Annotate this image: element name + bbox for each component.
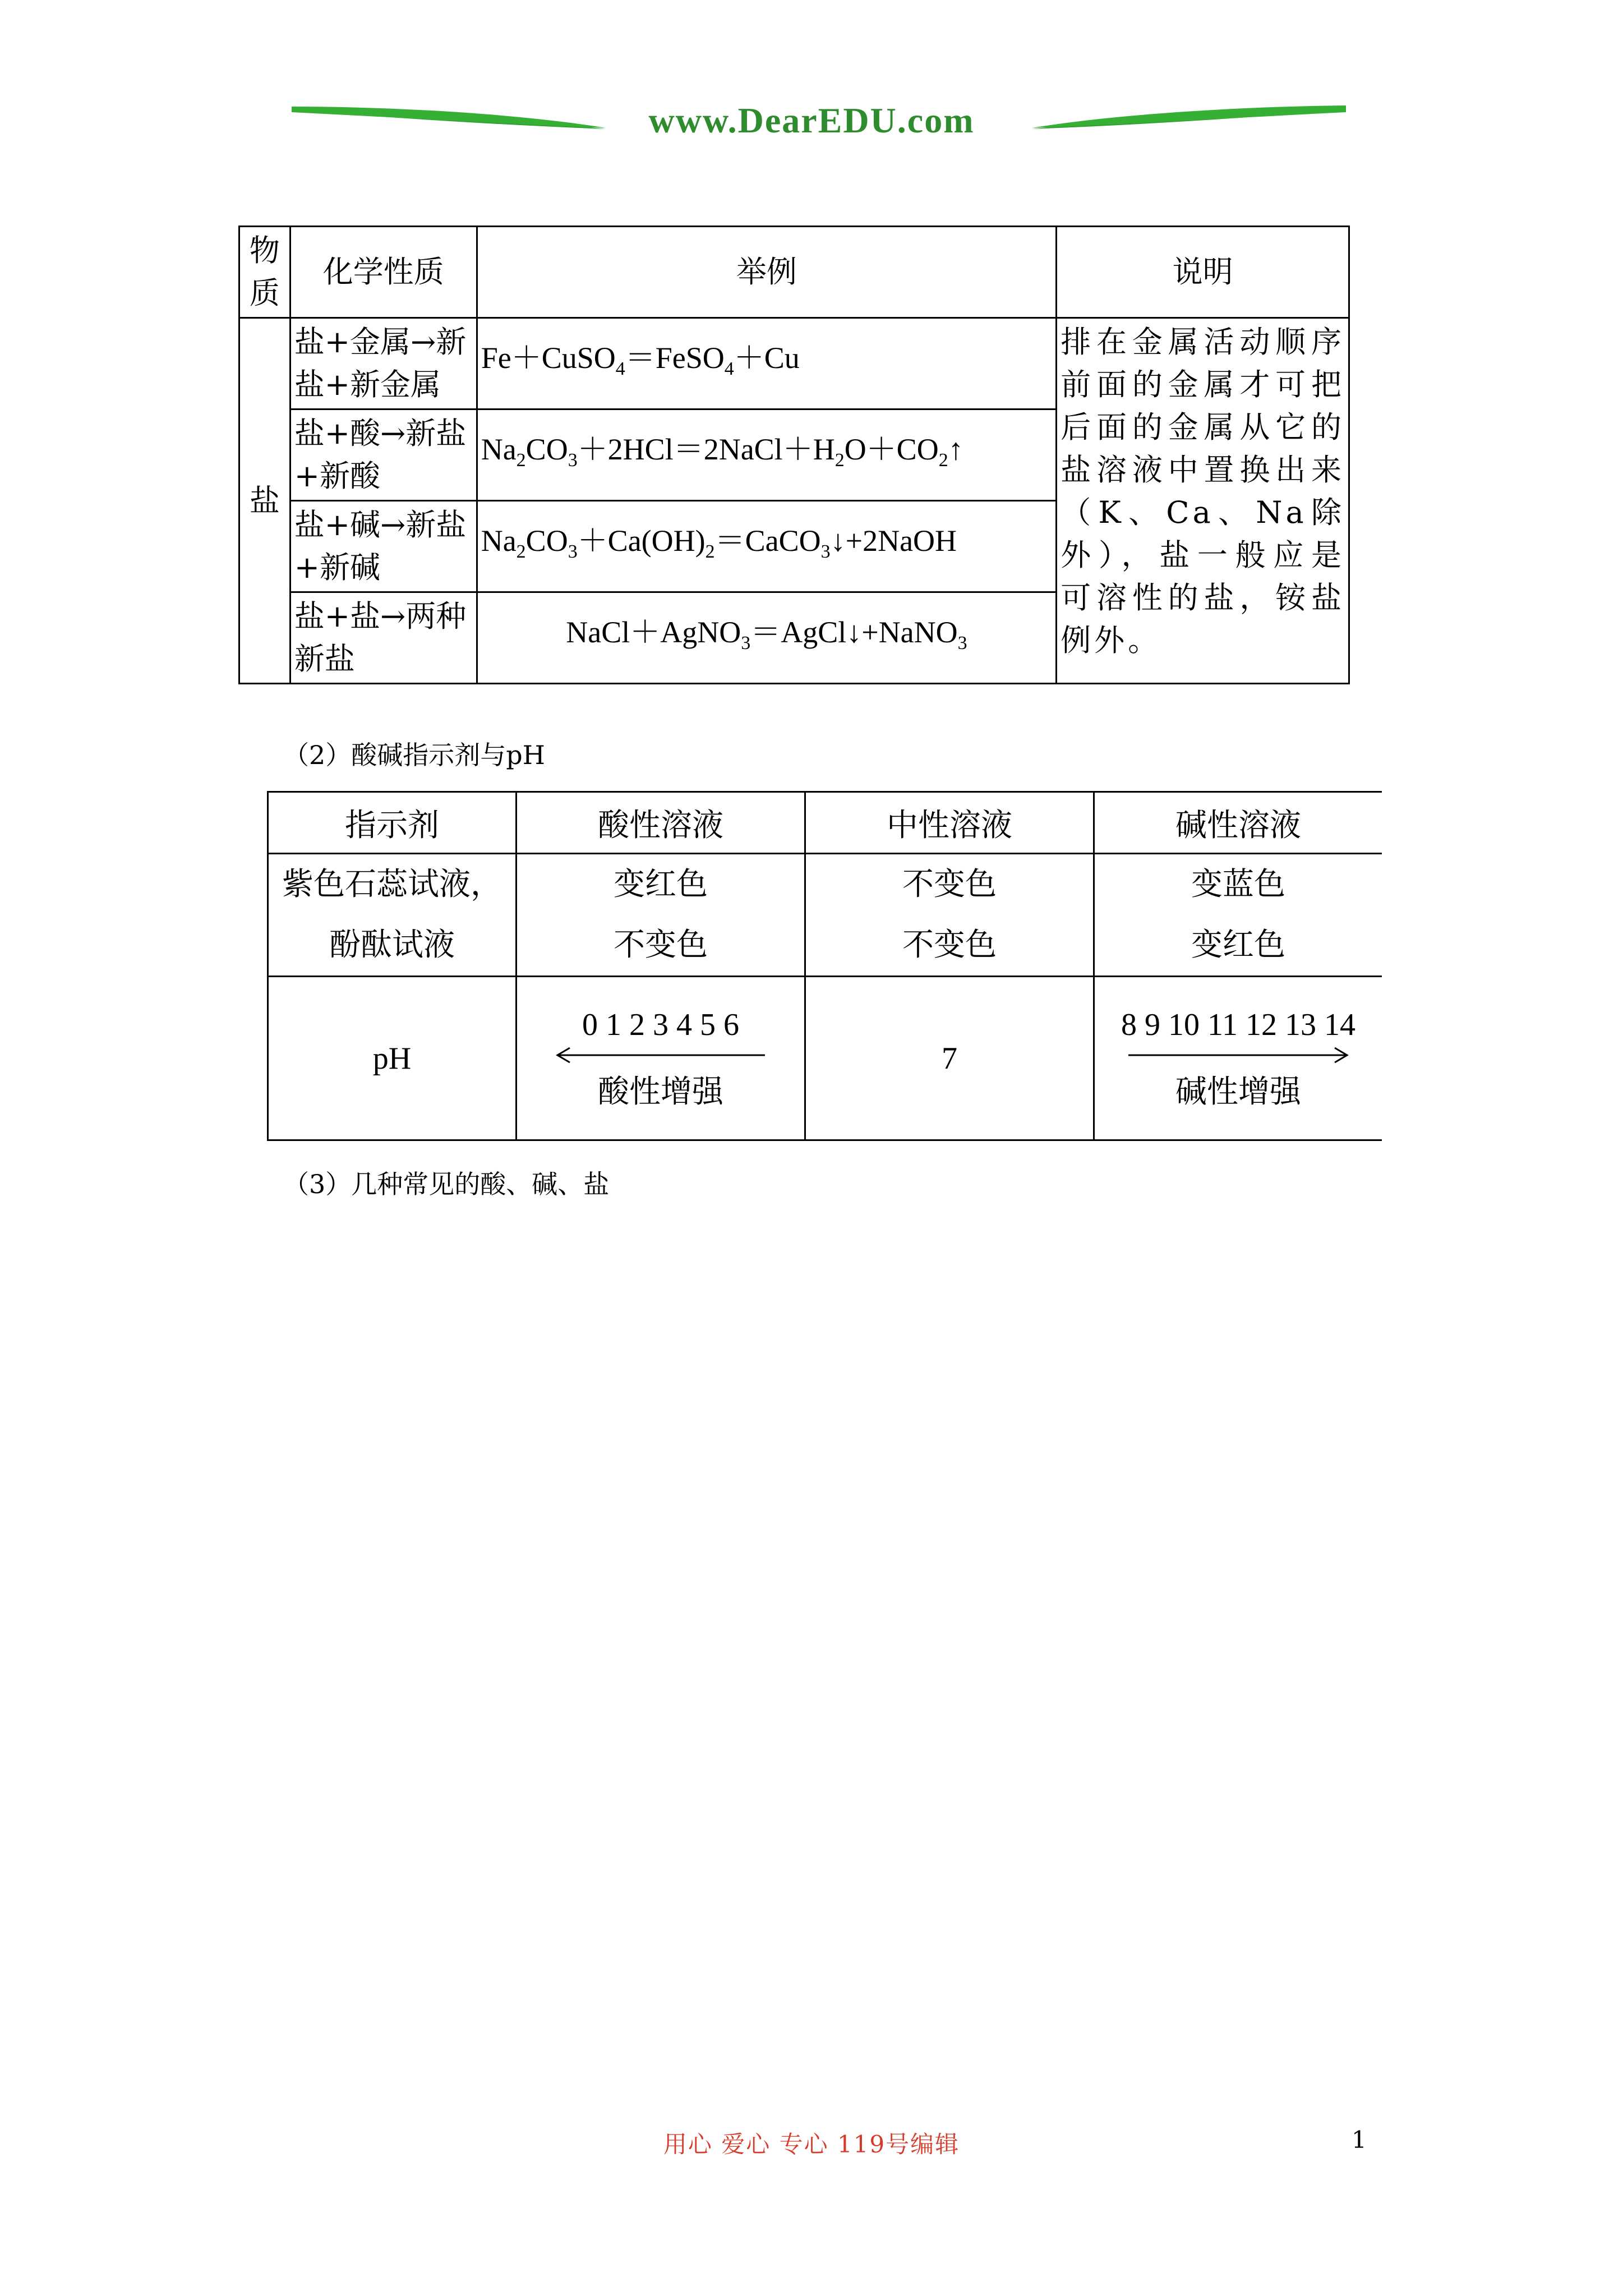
section-heading-indicators: （2）酸碱指示剂与pH [283,740,545,770]
property-salt-base: 盐+碱→新盐+新碱 [290,501,477,592]
litmus-neutral: 不变色 [902,866,997,903]
section-heading-common: （3）几种常见的酸、碱、盐 [283,1169,610,1199]
header-indicator: 指示剂 [268,792,517,854]
equation-salt-acid: $Na_2CO_3+2HCl=2NaCl+H_2O+CO_2↑$ [477,409,1056,501]
litmus-acidic: 变红色 [614,866,708,903]
indicator-litmus: 紫色石蕊试液， [282,866,502,903]
phenol-neutral: 不变色 [902,927,997,963]
header-basic: 碱性溶液 [1094,792,1382,854]
property-salt-metal: 盐+金属→新盐+新金属 [290,318,477,409]
base-range-cell [1094,977,1382,1140]
equation-salt-metal: Fe＋CuSO$_4$＝FeSO$_4$＋Cu [477,318,1056,409]
left-arrow-icon [554,1047,767,1064]
indicator-ph-table [267,791,1382,1141]
acid-strength-label: 酸性增强 [598,1073,723,1110]
phenol-acidic: 不变色 [614,927,708,963]
site-logo-text: www.DearEDU.com [648,100,975,140]
salt-properties-table [238,226,1350,684]
neutral-ph: 7 [805,977,1094,1140]
header-property: 化学性质 [290,227,477,318]
property-salt-acid: 盐+酸→新盐+新酸 [290,409,477,501]
phenol-basic: 变红色 [1191,927,1285,963]
basic-colors [1094,854,1382,977]
page-number: 1 [1352,2126,1367,2154]
litmus-basic: 变蓝色 [1191,866,1285,903]
property-salt-salt: 盐+盐→两种新盐 [290,592,477,684]
note-text: 排在金属活动顺序前面的金属才可把后面的金属从它的盐溶液中置换出来（K、Ca、Na除外），盐一般应是可溶性的盐，铵盐例外。 [1057,318,1349,684]
footer-text: 用心 爱心 专心 119号编辑 [663,2131,960,2158]
substance-salt: 盐 [239,318,291,684]
header-neutral: 中性溶液 [805,792,1094,854]
neutral-colors [805,854,1094,977]
base-strength-label: 碱性增强 [1175,1073,1301,1110]
equation-salt-salt: NaCl＋AgNO$_3$＝AgCl↓+NaNO$_3$ [477,592,1056,684]
ph-label: pH [268,977,517,1140]
equation-salt-base: $Na_2CO_3+Ca(OH)_2=CaCO_3↓+2NaOH$ [477,501,1056,592]
acid-range-cell [517,977,805,1140]
right-arrow-icon [1126,1047,1350,1064]
header-acidic: 酸性溶液 [517,792,805,854]
header-example: 举例 [477,227,1056,318]
header-substance: 物质 [239,227,291,318]
acid-range: 0 1 2 3 4 5 6 [582,1007,739,1042]
indicator-names [268,854,517,977]
acidic-colors [517,854,805,977]
header-note: 说明 [1057,227,1349,318]
indicator-phenolphthalein: 酚酞试液 [329,927,455,963]
base-range: 8 9 10 11 12 13 14 [1121,1007,1355,1042]
